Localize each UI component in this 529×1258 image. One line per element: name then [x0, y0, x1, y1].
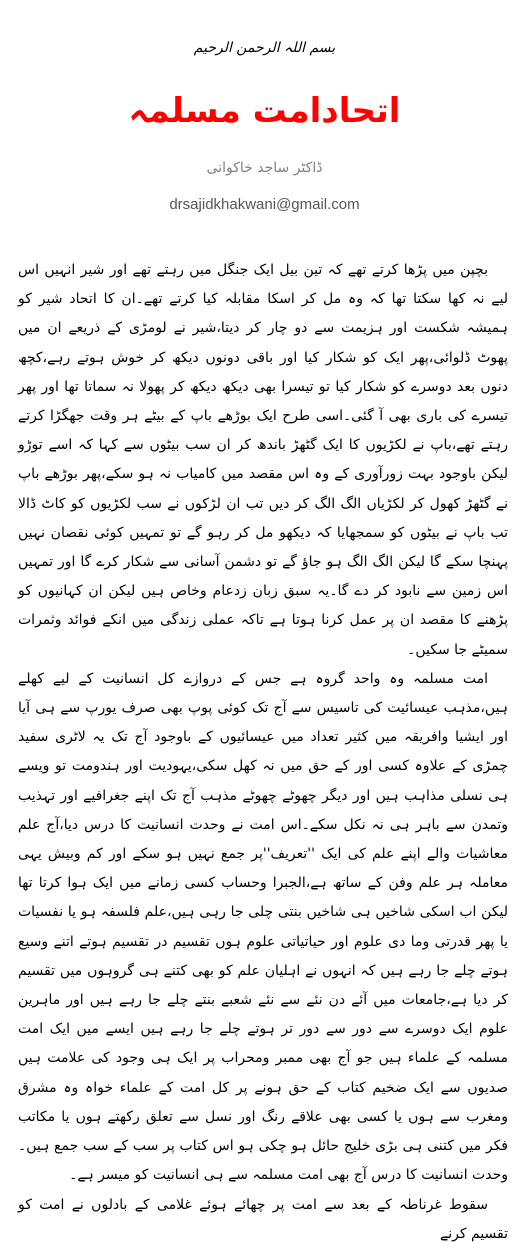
author-name: ڈاکٹر ساجد خاکوانی: [206, 160, 323, 176]
article-title: اتحادامت مسلمہ: [128, 91, 401, 131]
basmala: بسم اللہ الرحمن الرحیم: [193, 40, 336, 56]
author-email: drsajidkhakwani@gmail.com: [169, 196, 360, 213]
paragraph: امت مسلمہ وہ واحد گروہ ہے جس کے دروازے کل انسانیت کے لیے کھلے ہیں،مذہب عیسائیت کی تاسیس سے آج تک کوئی پوپ بھی صرف یورپ سے ہی آیا اور ایشیا وافریقہ میں کثیر تعداد میں عیسائیوں کے باوجود آج تک یہ لاٹری سفید چمڑی کے علاوہ کسی اور کے حق میں نہ کھل سکی،یہودیت اور ہندومت تو ویسے ہی نسلی مذاہب ہیں اور دیگر چھوٹے چھوٹے مذہب آج تک اپنے جغرافیے اور تہذیب وتمدن سے باہر ہی نہ نکل سکے۔اس امت نے وحدت انسانیت کا درس دیا،آج علم معاشیات والے اپنے علم کی ایک ''تعریف''پر جمع نہیں ہو سکے اور کم وبیش یہی معاملہ ہر علم وفن کے ساتھ ہے،الجبرا وحساب کسی زمانے میں ایک ہوا کرتا تھا لیکن اب اسکی شاخیں ہی شاخیں بنتی چلی جا رہی ہیں،علم فلسفہ ہو یا نفسیات یا پھر قدرتی وما دی علوم اور حیاتیاتی علوم ہوں تقسیم در تقسیم ہوتے اتنے وسیع ہوتے چلے جا رہے ہیں کہ انہوں نے اہلیان علم کو بھی کتنے ہی گروہوں میں تقسیم کر دیا ہے،جامعات میں آئے دن نئے سے نئے شعبے بنتے چلے جا رہے ہیں اور ماہرین علوم ایک دوسرے سے دور سے دور تر ہوتے چلے جا رہے ہیں ایسے میں ایک امت مسلمہ کے علماء ہیں جو آج بھی ممبر ومحراب پر ایک ہی وجود کی علامت ہیں صدیوں سے ایک ضخیم کتاب کے حق ہونے پر کل امت کے علماء خواہ وہ مشرق ومغرب سے ہوں یا کسی بھی علاقے رنگ اور نسل سے تعلق رکھتے ہوں یا مکاتب فکر میں کتنی ہی بڑی خلیج حائل ہو چکی ہو اس کتاب پر سب کے سب جمع ہیں۔وحدت انسانیت کا درس آج بھی امت مسلمہ سے ہی انسانیت کو میسر ہے۔: [18, 670, 509, 1184]
paragraph: سقوط غرناطہ کے بعد سے امت پر چھائے ہوئے غلامی کے بادلوں نے امت کو تقسیم کرنے: [18, 1196, 508, 1242]
article-body: [18, 256, 508, 1249]
paragraph: بچپن میں پڑھا کرتے تھے کہ تین بیل ایک جنگل میں رہتے تھے اور شیر انہیں اس لیے نہ کھا سکتا تھا کہ وہ مل کر اسکا مقابلہ کیا کرتے تھے۔ان کا اتحاد شیر کو ہمیشہ شکست اور ہزیمت سے دو چار کر دیتا،شیر نے لومڑی کے ذریعے ان میں پھوٹ ڈلوائی،پھر ایک کو شکار کیا اور باقی دونوں دیکھ کر خوش ہوتے رہے،کچھ دنوں بعد دوسرے کو شکار کیا تو تیسرا بھی دیکھ دیکھ کر پھولا نہ سماتا تھا اور پھر تیسرے کی باری بھی آ گئی۔اسی طرح ایک بوڑھے باپ کے بیٹے ہر وقت جھگڑا کرتے رہتے تھے،باپ نے لکڑیوں کا ایک گٹھڑ باندھ کر ان سب بیٹوں سے کہا کہ اسے توڑو لیکن باوجود بہت زورآوری کے وہ اس مقصد میں کامیاب نہ ہو سکے،پھر بوڑھے باپ نے گٹھڑ کھول کر لکڑیاں الگ الگ کر دیں تب ان لڑکوں نے سب لکڑیوں کو کاٹ ڈالا تب باپ نے بیٹوں کو سمجھایا کہ دیکھو مل کر رہو گے تو تمہیں کوئی نقصان نہیں پہنچا سکے گا لیکن الگ الگ ہو جاؤ گے تو دشمن آسانی سے شکار کرے گا اور تمہیں اس زمین سے نابود کر دے گا۔یہ سبق زبان زدعام وخاص ہیں لیکن ان کہانیوں کو پڑھنے کا مقصد ان پر عمل کرنا ہوتا ہے تاکہ عملی زندگی میں انکے فوائد وثمرات سمیٹے جا سکیں۔: [18, 262, 508, 658]
